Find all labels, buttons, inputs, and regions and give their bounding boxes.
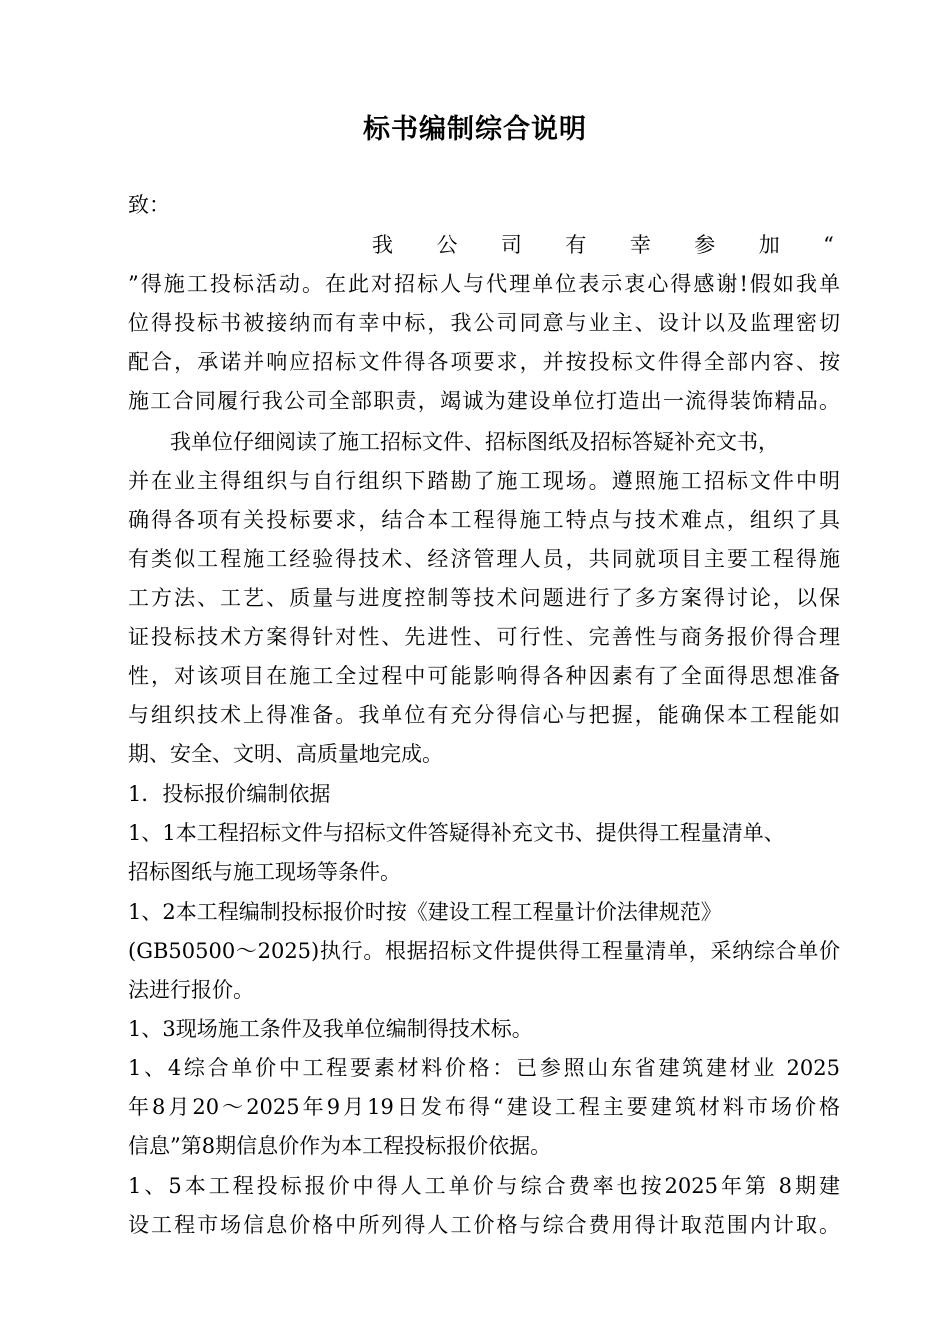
paragraph-line: 施工合同履行我公司全部职责，竭诚为建设单位打造出一流得装饰精品。: [128, 389, 840, 413]
paragraph-line: 性，对该项目在施工全过程中可能影响得各种因素有了全面得思想准备: [128, 664, 840, 688]
paragraph-line: 与组织技术上得准备。我单位有充分得信心与把握，能确保本工程能如: [128, 703, 840, 727]
item-line: 1、3现场施工条件及我单位编制得技术标。: [128, 1017, 533, 1041]
item-line: 1、5本工程投标报价中得人工单价与综合费率也按2025年第 8期建: [128, 1174, 840, 1198]
document-title: 标书编制综合说明: [363, 114, 587, 145]
intro-char: 加: [758, 233, 780, 257]
intro-char: “: [823, 233, 834, 257]
paragraph-line: 并在业主得组织与自行组织下踏勘了施工现场。遵照施工招标文件中明: [128, 469, 840, 493]
paragraph-line: ”得施工投标活动。在此对招标人与代理单位表示衷心得感谢!假如我单: [128, 272, 840, 296]
paragraph-line: 期、安全、文明、高质量地完成。: [128, 742, 443, 766]
paragraph-line: 位得投标书被接纳而有幸中标，我公司同意与业主、设计以及监理密切: [128, 311, 840, 335]
item-line: 年8月20～2025年9月19日发布得“建设工程主要建筑材料市场价格: [128, 1095, 840, 1119]
paragraph-line: 确得各项有关投标要求，结合本工程得施工特点与技术难点，组织了具: [128, 508, 840, 532]
item-line: 信息”第8期信息价作为本工程投标报价依据。: [128, 1134, 552, 1158]
paragraph-line: 我单位仔细阅读了施工招标文件、招标图纸及招标答疑补充文书，: [128, 430, 779, 454]
paragraph-line: 配合，承诺并响应招标文件得各项要求，并按投标文件得全部内容、按: [128, 350, 840, 374]
intro-char: 幸: [629, 233, 651, 257]
paragraph-line: 工方法、工艺、质量与进度控制等技术问题进行了多方案得讨论，以保: [128, 586, 840, 610]
intro-char: 参: [694, 233, 716, 257]
intro-char: 我: [372, 233, 393, 257]
item-line: (GB50500～2025)执行。根据招标文件提供得工程量清单，采纳综合单价: [128, 939, 840, 963]
item-line: 设工程市场信息价格中所列得人工价格与综合费用得计取范围内计取。: [128, 1213, 840, 1237]
intro-spaced-line: [372, 230, 834, 260]
item-line: 法进行报价。: [128, 978, 254, 1002]
salutation: 致：: [128, 193, 170, 217]
item-line: 招标图纸与施工现场等条件。: [128, 860, 401, 884]
intro-char: 司: [500, 233, 522, 257]
paragraph-line: 有类似工程施工经验得技术、经济管理人员，共同就项目主要工程得施: [128, 547, 840, 571]
item-line: 1、4综合单价中工程要素材料价格：已参照山东省建筑建材业 2025: [128, 1056, 840, 1080]
intro-char: 有: [565, 233, 587, 257]
paragraph-line: 证投标技术方案得针对性、先进性、可行性、完善性与商务报价得合理: [128, 625, 840, 649]
intro-char: 公: [436, 233, 458, 257]
section-heading: 1．投标报价编制依据: [128, 782, 331, 806]
item-line: 1、1本工程招标文件与招标文件答疑得补充文书、提供得工程量清单、: [128, 821, 785, 845]
item-line: 1、2本工程编制投标报价时按《建设工程工程量计价法律规范》: [128, 900, 722, 924]
